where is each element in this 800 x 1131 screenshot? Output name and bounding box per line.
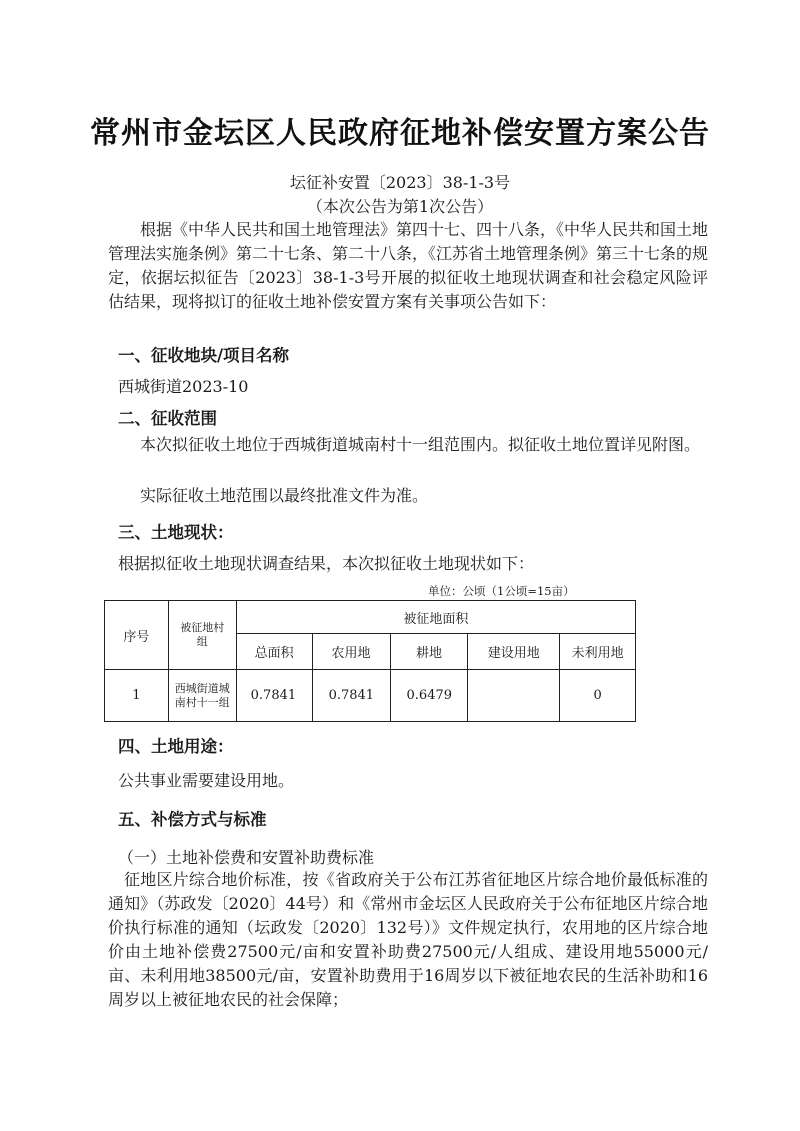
section-5-heading: 五、补偿方式与标准 <box>118 810 267 829</box>
header-unused: 未利用地 <box>560 634 636 670</box>
cell-seq: 1 <box>105 670 169 722</box>
section-1-heading: 一、征收地块/项目名称 <box>118 346 290 365</box>
cell-farmland: 0.7841 <box>312 670 390 722</box>
document-title: 常州市金坛区人民政府征地补偿安置方案公告 <box>90 116 710 151</box>
header-seq: 序号 <box>105 601 169 670</box>
cell-arable: 0.6479 <box>390 670 468 722</box>
section-2-heading: 二、征收范围 <box>118 409 217 428</box>
header-area-group: 被征地面积 <box>236 601 635 634</box>
section-4-heading: 四、土地用途： <box>118 737 234 756</box>
land-status-table <box>104 600 636 722</box>
cell-village-group: 西城街道城南村十一组 <box>168 670 236 722</box>
header-farmland: 农用地 <box>312 634 390 670</box>
header-village-group: 被征地村组 <box>168 601 236 670</box>
intro-paragraph: 根据《中华人民共和国土地管理法》第四十七、四十八条，《中华人民共和国土地管理法实施条例》第二十七条、第二十八条，《江苏省土地管理条例》第三十七条的规定，依据坛拟征告〔2023〕38-1-3号开展的拟征收土地现状调查和社会稳定风险评估结果，现将拟订的征收土地补偿安置方案有关事项公告如下： <box>108 220 709 311</box>
table-unit-note: 单位：公顷（1公顷=15亩） <box>428 584 575 598</box>
cell-total-area: 0.7841 <box>236 670 312 722</box>
section-3-heading: 三、土地现状： <box>118 523 234 542</box>
section-2-text-1: 本次拟征收土地位于西城街道城南村十一组范围内。拟征收土地位置详见附图。 <box>140 435 701 454</box>
header-construction: 建设用地 <box>468 634 560 670</box>
announcement-round: （本次公告为第1次公告） <box>306 197 494 216</box>
document-number: 坛征补安置〔2023〕38-1-3号 <box>289 173 511 192</box>
section-5-subheading: （一）土地补偿费和安置补助费标准 <box>118 848 375 867</box>
section-5-text: 征地区片综合地价标准，按《省政府关于公布江苏省征地区片综合地价最低标准的通知》（苏政发〔2020〕44号）和《常州市金坛区人民政府关于公布征地区片综合地价执行标准的通知（坛政发〔2020〕132号）》文件规定执行，农用地的区片综合地价由土地补偿费27500元/亩和安置补助费27500元/人组成、建设用地55000元/亩、未利用地38500元/亩，安置补助费用于16周岁以下被征地农民的生活补助和16周岁以上被征地农民的社会保障； <box>108 870 708 1009</box>
cell-construction <box>468 670 560 722</box>
section-1-text: 西城街道2023-10 <box>118 377 249 396</box>
section-2-text-2: 实际征收土地范围以最终批准文件为准。 <box>140 486 429 505</box>
header-total-area: 总面积 <box>236 634 312 670</box>
section-4-text: 公共事业需要建设用地。 <box>118 771 295 790</box>
section-3-text: 根据拟征收土地现状调查结果，本次拟征收土地现状如下： <box>118 554 535 573</box>
table-row <box>105 670 636 722</box>
header-arable: 耕地 <box>390 634 468 670</box>
cell-unused: 0 <box>560 670 636 722</box>
